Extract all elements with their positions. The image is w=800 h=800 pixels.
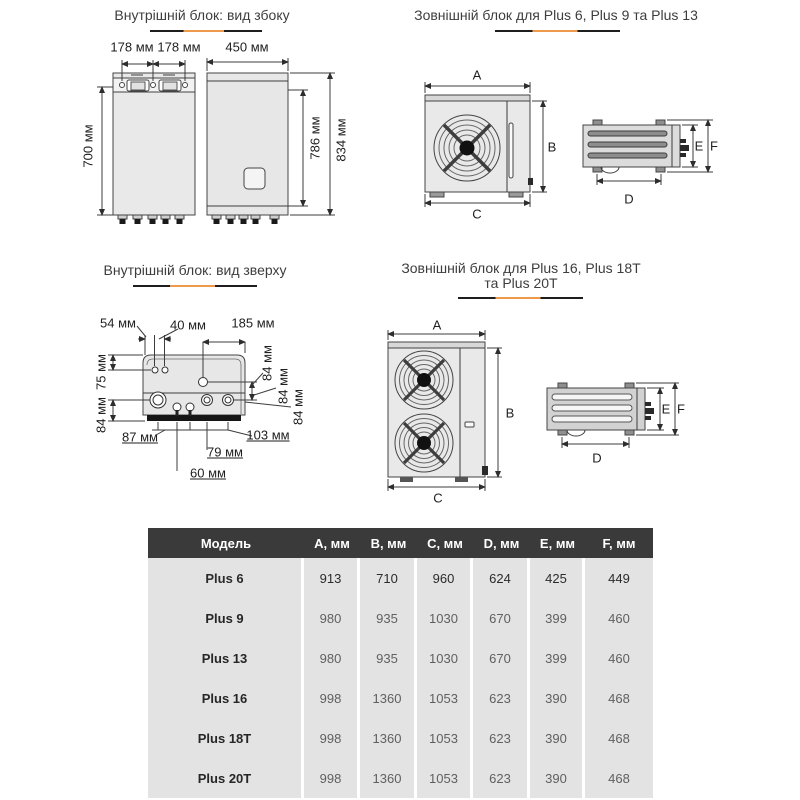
- indoor-side-title-underline: [150, 30, 262, 32]
- value-cell: 998: [304, 678, 357, 718]
- outdoor-large-title-line2: та Plus 20Т: [484, 275, 558, 291]
- table-header-e: E, мм: [539, 535, 576, 551]
- value-cell: 399: [530, 638, 582, 678]
- section-outdoor-small: [400, 0, 800, 255]
- value-cell: 623: [473, 718, 527, 758]
- table-row: [148, 558, 653, 598]
- letter-b: B: [547, 139, 557, 155]
- value-cell: 390: [530, 678, 582, 718]
- value-cell: 390: [530, 758, 582, 798]
- table-header-d: D, мм: [483, 535, 520, 551]
- indoor-side-title: Внутрішній блок: вид збоку: [114, 7, 290, 23]
- letter-d: D: [592, 450, 602, 466]
- value-cell: 960: [417, 558, 470, 598]
- outdoor-large-title: [395, 261, 647, 291]
- dim-label-84-right-1: 84 мм: [259, 345, 275, 381]
- value-cell: 935: [360, 638, 414, 678]
- value-cell: 710: [360, 558, 414, 598]
- value-cell: 1053: [417, 758, 470, 798]
- dim-label-185: 185 мм: [231, 315, 275, 331]
- letter-b: B: [505, 405, 515, 421]
- dim-label-178-right: 178 мм: [157, 39, 201, 55]
- value-cell: 468: [585, 718, 653, 758]
- table-header-model: Модель: [200, 535, 252, 551]
- value-cell: 624: [473, 558, 527, 598]
- fan-top: [395, 351, 453, 409]
- value-cell: 623: [473, 678, 527, 718]
- indoor-side-view: [207, 73, 288, 224]
- dim-label-84-left: 84 мм: [93, 397, 109, 433]
- value-cell: 425: [530, 558, 582, 598]
- indoor-front-view: [113, 73, 195, 224]
- table-row: [148, 718, 653, 758]
- fan: [434, 115, 500, 181]
- section-indoor-side-view: [0, 0, 400, 255]
- value-cell: 1360: [360, 678, 414, 718]
- dim-label-84-right-3: 84 мм: [290, 389, 306, 425]
- dim-label-40: 40 мм: [170, 317, 206, 333]
- indoor-top-title-underline: [133, 285, 257, 287]
- value-cell: 449: [585, 558, 653, 598]
- outdoor-large-title-line1: Зовнішній блок для Plus 16, Plus 18Т: [401, 260, 641, 276]
- outdoor-unit-large-diagram: [385, 310, 800, 525]
- value-cell: 670: [473, 598, 527, 638]
- table-row: [148, 678, 653, 718]
- outdoor-front-view: [388, 342, 488, 482]
- table-header-c: C, мм: [427, 535, 463, 551]
- fan-bottom: [395, 414, 453, 472]
- dim-label-103: 103 мм: [246, 427, 290, 443]
- table-row: [148, 638, 653, 678]
- dim-label-84-right-2: 84 мм: [275, 368, 291, 404]
- value-cell: 1030: [417, 638, 470, 678]
- outdoor-top-view: [583, 120, 689, 173]
- outdoor-small-title: Зовнішній блок для Plus 6, Plus 9 та Plus 13: [414, 7, 698, 23]
- model-cell: Plus 6: [148, 558, 301, 598]
- outdoor-top-view: [547, 383, 654, 436]
- outdoor-large-title-underline: [458, 297, 583, 299]
- model-cell: Plus 16: [148, 678, 301, 718]
- model-cell: Plus 20T: [148, 758, 301, 798]
- letter-f: F: [677, 401, 685, 417]
- model-cell: Plus 9: [148, 598, 301, 638]
- indoor-top-title: Внутрішній блок: вид зверху: [103, 262, 287, 278]
- outdoor-front-view: [425, 95, 533, 197]
- letter-c: C: [433, 490, 443, 506]
- value-cell: 623: [473, 758, 527, 798]
- value-cell: 468: [585, 758, 653, 798]
- value-cell: 1360: [360, 718, 414, 758]
- dim-label-75: 75 мм: [93, 354, 109, 390]
- dim-label-834: 834 мм: [333, 118, 349, 162]
- model-cell: Plus 18T: [148, 718, 301, 758]
- value-cell: 460: [585, 598, 653, 638]
- dim-label-450: 450 мм: [225, 39, 269, 55]
- dim-label-54: 54 мм: [100, 315, 136, 331]
- dim-label-178-left: 178 мм: [110, 39, 154, 55]
- letter-a: A: [432, 317, 442, 333]
- value-cell: 468: [585, 678, 653, 718]
- table-header-b: B, мм: [370, 535, 407, 551]
- value-cell: 1030: [417, 598, 470, 638]
- dim-label-60: 60 мм: [190, 465, 226, 481]
- letter-a: A: [472, 67, 482, 83]
- value-cell: 1053: [417, 718, 470, 758]
- value-cell: 913: [304, 558, 357, 598]
- table-row: [148, 598, 653, 638]
- value-cell: 670: [473, 638, 527, 678]
- value-cell: 399: [530, 598, 582, 638]
- dim-label-786: 786 мм: [307, 116, 323, 160]
- letter-c: C: [472, 206, 482, 222]
- table-row: [148, 758, 653, 798]
- indoor-top-body: [143, 355, 245, 421]
- table-header-f: F, мм: [602, 535, 636, 551]
- side-bottom-pipes: [212, 215, 279, 224]
- value-cell: 998: [304, 758, 357, 798]
- value-cell: 998: [304, 718, 357, 758]
- dim-label-87: 87 мм: [122, 429, 158, 445]
- value-cell: 935: [360, 598, 414, 638]
- model-cell: Plus 13: [148, 638, 301, 678]
- value-cell: 980: [304, 638, 357, 678]
- dimensions-table: [148, 528, 653, 798]
- value-cell: 980: [304, 598, 357, 638]
- letter-e: E: [661, 401, 671, 417]
- value-cell: 1360: [360, 758, 414, 798]
- table-header-a: A, мм: [314, 535, 350, 551]
- section-outdoor-large: [385, 255, 800, 528]
- value-cell: 1053: [417, 678, 470, 718]
- section-indoor-top-view: [0, 255, 400, 528]
- dim-label-79: 79 мм: [207, 444, 243, 460]
- letter-d: D: [624, 191, 634, 207]
- value-cell: 390: [530, 718, 582, 758]
- outdoor-small-title-underline: [495, 30, 620, 32]
- table-header-row: [148, 528, 653, 558]
- outdoor-unit-small-diagram: [405, 60, 795, 225]
- value-cell: 460: [585, 638, 653, 678]
- front-bottom-pipes: [118, 215, 184, 224]
- letter-e: E: [694, 138, 704, 154]
- dim-label-700: 700 мм: [80, 124, 96, 168]
- letter-f: F: [710, 138, 718, 154]
